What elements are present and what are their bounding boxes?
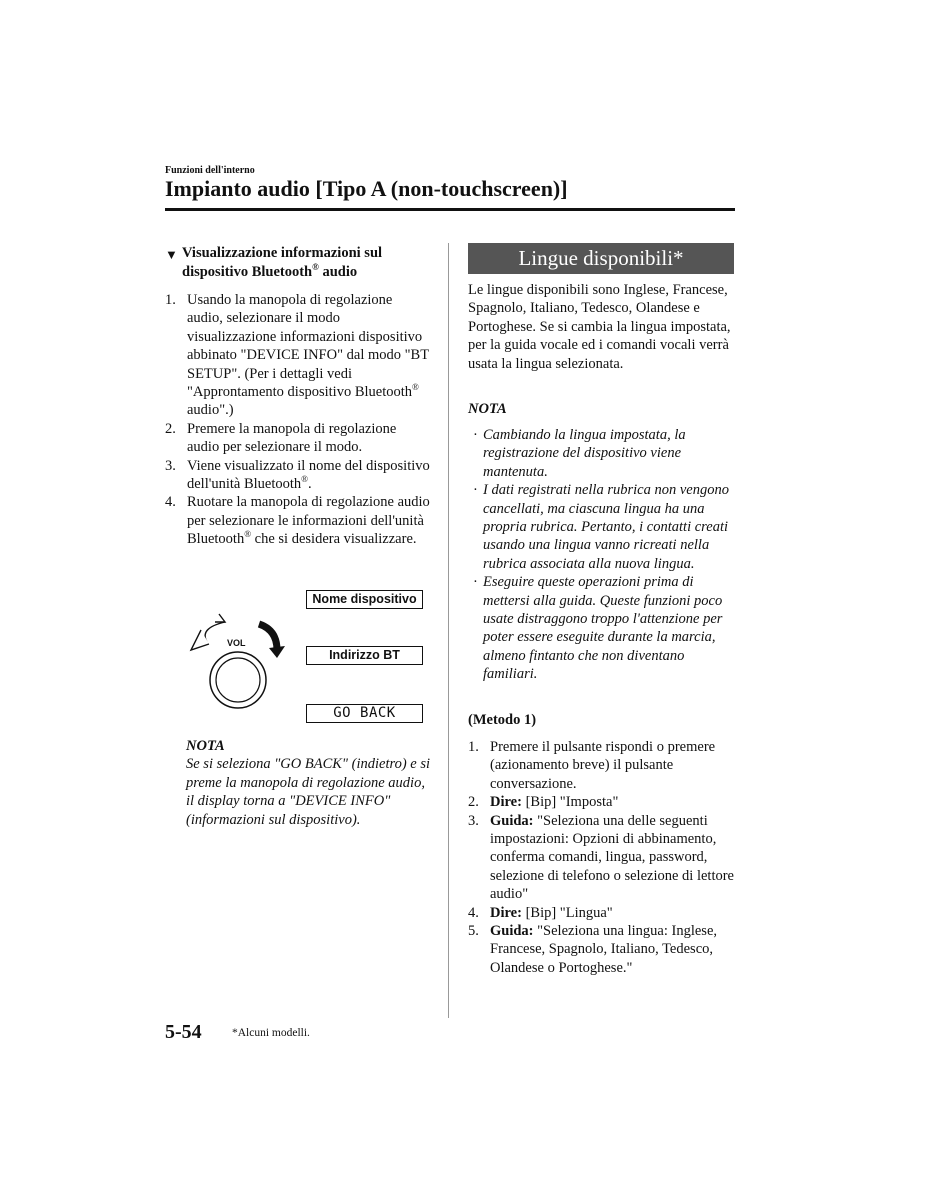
page-title: Impianto audio [Tipo A (non-touchscreen)] [165,176,568,201]
list-item: · I dati registrati nella rubrica non vengono cancellati, ma ciascuna lingua ha una propria rubrica. Pertanto, i contatti creati usando una lingua vanno ricreati nella rubrica associata alla nuova lingua. [473,482,729,572]
list-item: · Cambiando la lingua impostata, la registrazione del dispositivo viene mantenuta. [473,427,686,480]
column-divider [448,243,449,1018]
section-banner: Lingue disponibili* [468,243,734,274]
display-go-back: GO BACK [306,704,423,723]
notes-list [470,426,735,684]
page-number: 5-54 [165,1021,202,1043]
title-rule [165,208,735,211]
display-bt-address: Indirizzo BT [306,646,423,665]
subsection-heading [165,244,430,282]
steps-list-left [165,291,430,549]
bullet-icon: · [473,482,478,499]
list-item: 1. Usando la manopola di regolazione audio, selezionare il modo visualizzazione informazioni dispositivo abbinato "DEVICE INFO" dal modo "BT SETUP". (Per i dettagli vedi "Approntamento dispositivo Bluetooth® audio".) [165,292,429,419]
footnote: *Alcuni modelli. [232,1027,310,1039]
svg-text:VOL: VOL [227,638,246,648]
bullet-icon: · [473,427,478,443]
list-item: · Eseguire queste operazioni prima di mettersi alla guida. Queste funzioni poco usate distraggono troppo l'attenzione per poter essere eseguite durante la marcia, almeno fintanto che non diventano familiari. [473,574,723,683]
subsection-heading-line1: Visualizzazione informazioni sul [182,245,383,261]
list-item: 4. Ruotare la manopola di regolazione audio per selezionare le informazioni dell'unità Bluetooth® che si desidera visualizzare. [165,494,430,548]
list-item: 4. Dire: [Bip] "Lingua" [468,904,613,921]
method-heading: (Metodo 1) [468,712,537,728]
volume-knob-figure [185,612,295,712]
nota-heading: NOTA [468,401,507,417]
steps-list-right [468,738,735,977]
list-item: 3. Viene visualizzato il nome del dispositivo dell'unità Bluetooth®. [165,457,430,493]
nota-heading: NOTA [186,738,225,754]
list-item: 2. Premere la manopola di regolazione audio per selezionare il modo. [165,420,397,456]
display-device-name: Nome dispositivo [306,590,423,609]
bullet-icon: · [473,574,478,591]
triangle-bullet-icon: ▼ [165,247,178,262]
nota-text: Se si seleziona "GO BACK" (indietro) e si preme la manopola di regolazione audio, il display torna a "DEVICE INFO" (informazioni sul dispositivo). [186,756,431,828]
list-item: 3. Guida: "Seleziona una delle seguenti impostazioni: Opzioni di abbinamento, conferma comandi, lingua, password, selezione di telefono o selezione di lettore audio" [468,812,734,903]
subsection-heading-line2: dispositivo Bluetooth® audio [182,262,358,280]
list-item: 2. Dire: [Bip] "Imposta" [468,794,619,811]
section-label: Funzioni dell'interno [165,165,255,176]
nota-left [186,737,431,829]
volume-knob-icon [185,612,295,712]
list-item: 1. Premere il pulsante rispondi o premere (azionamento breve) il pulsante conversazione. [468,739,716,792]
intro-paragraph: Le lingue disponibili sono Inglese, Francese, Spagnolo, Italiano, Tedesco, Olandese e Portoghese. Se si cambia la lingua impostata, per la guida vocale ed i comandi vocali verrà usata la lingua selezionata. [468,282,731,372]
list-item: 5. Guida: "Seleziona una lingua: Inglese, Francese, Spagnolo, Italiano, Tedesco, Olandese o Portoghese." [468,923,718,976]
